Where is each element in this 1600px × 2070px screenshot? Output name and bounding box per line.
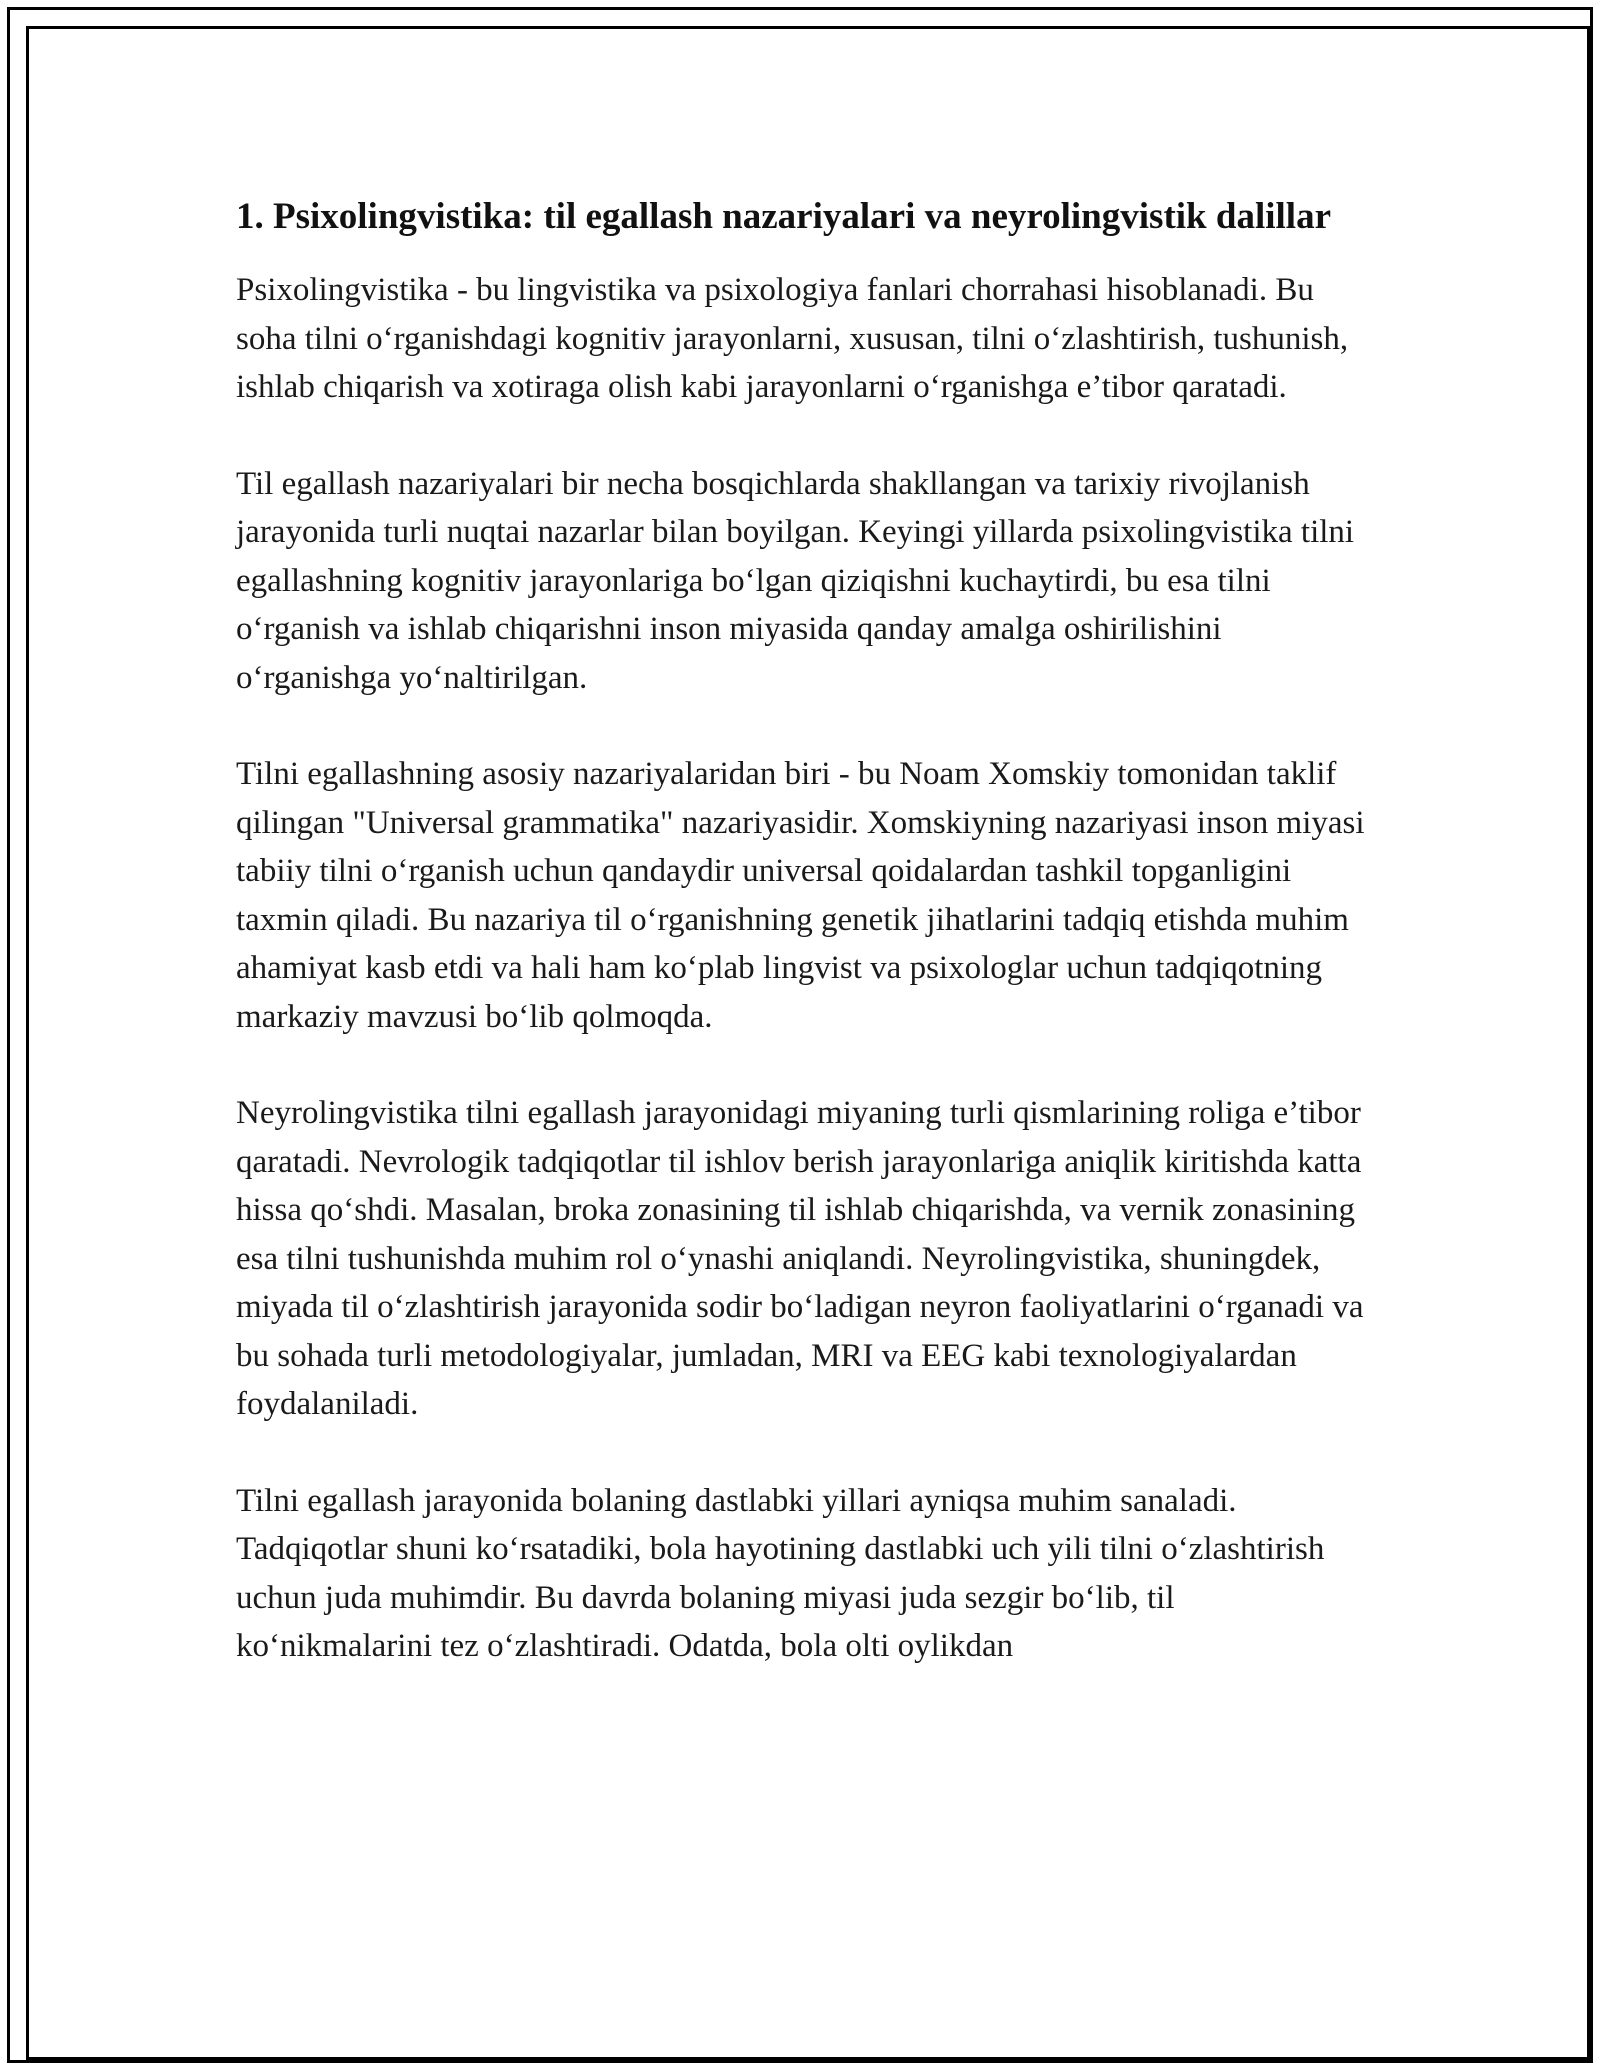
paragraph-acquisition-theories: Til egallash nazariyalari bir necha bosqichlarda shakllangan va tarixiy rivojlanish jarayonida turli nuqtai nazarlar bilan boyilgan. Keyingi yillarda psixolingvistika tilni egallashning kognitiv jarayonlariga bo‘lgan qiziqishni kuchaytirdi, bu esa tilni o‘rganish va ishlab chiqarishni inson miyasida qanday amalga oshirilishini o‘rganishga yo‘naltirilgan. <box>236 465 1355 696</box>
paragraph-universal-grammar: Tilni egallashning asosiy nazariyalaridan biri - bu Noam Xomskiy tomonidan taklif qilingan "Universal grammatika" nazariyasidir. Xomskiyning nazariyasi inson miyasi tabiiy tilni o‘rganish uchun qandaydir universal qoidalardan tashkil topganligini taxmin qiladi. Bu nazariya til o‘rganishning genetik jihatlarini tadqiq etishda muhim ahamiyat kasb etdi va hali ham ko‘plab lingvist va psixologlar uchun tadqiqotning markaziy mavzusi bo‘lib qolmoqda. <box>236 756 1365 1035</box>
section-heading: 1. Psixolingvistika: til egallash nazariyalari va neyrolingvistik dalillar <box>236 196 1331 237</box>
document-body <box>236 190 1376 1719</box>
paragraph-neurolinguistics: Neyrolingvistika tilni egallash jarayonidagi miyaning turli qismlarining roliga e’tibor qaratadi. Nevrologik tadqiqotlar til ishlov berish jarayonlariga aniqlik kiritishda katta hissa qo‘shdi. Masalan, broka zonasining til ishlab chiqarishda, va vernik zonasining esa tilni tushunishda muhim rol o‘ynashi aniqlandi. Neyrolingvistika, shuningdek, miyada til o‘zlashtirish jarayonida sodir bo‘ladigan neyron faoliyatlarini o‘rganadi va bu sohada turli metodologiyalar, jumladan, MRI va EEG kabi texnologiyalardan foydalaniladi. <box>236 1095 1364 1422</box>
paragraph-intro: Psixolingvistika - bu lingvistika va psixologiya fanlari chorrahasi hisoblanadi. Bu soha tilni o‘rganishdagi kognitiv jarayonlarni, xususan, tilni o‘zlashtirish, tushunish, ishlab chiqarish va xotiraga olish kabi jarayonlarni o‘rganishga e’tibor qaratadi. <box>236 272 1349 405</box>
paragraph-early-years: Tilni egallash jarayonida bolaning dastlabki yillari ayniqsa muhim sanaladi. Tadqiqotlar shuni ko‘rsatadiki, bola hayotining dastlabki uch yili tilni o‘zlashtirish uchun juda muhimdir. Bu davrda bolaning miyasi juda sezgir bo‘lib, til ko‘nikmalarini tez o‘zlashtiradi. Odatda, bola olti oylikdan <box>236 1482 1325 1664</box>
